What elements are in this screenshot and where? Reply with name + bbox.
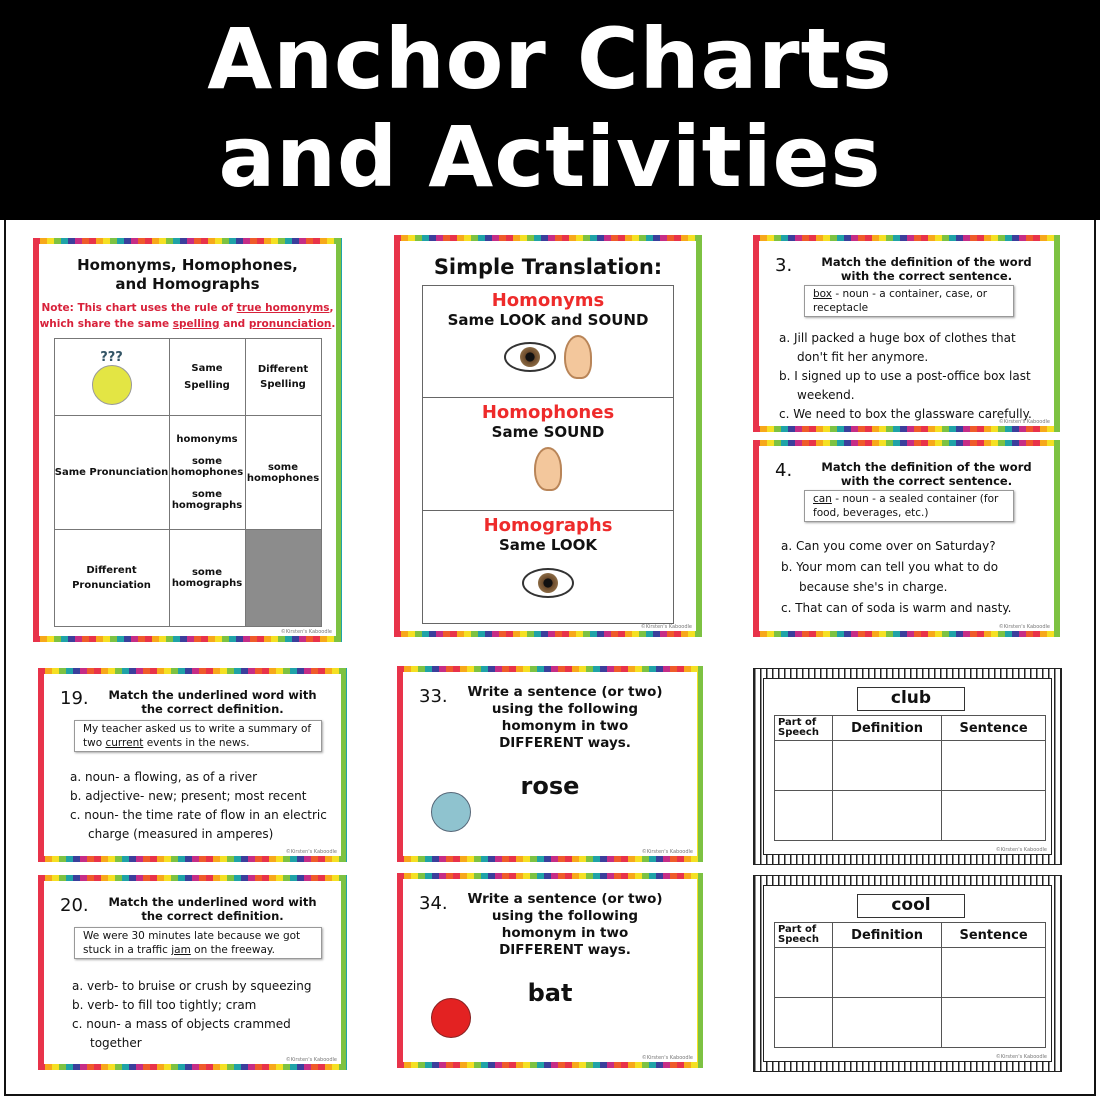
section-name: Homographs: [483, 515, 613, 536]
task-card-19: [38, 668, 347, 862]
red-character-icon: [431, 998, 471, 1038]
card-number: 3.: [775, 255, 793, 276]
homonym-word: bat: [527, 979, 573, 1007]
worksheet-cool: [753, 875, 1062, 1072]
col-same-spelling: Same Spelling: [169, 339, 245, 416]
homonym-grid: [54, 338, 322, 627]
anchor-chart-homonyms: [33, 238, 342, 642]
card-number: 20.: [60, 895, 89, 916]
card-heading: Match the underlined word with the correct definition.: [108, 895, 317, 923]
eye-icon: [522, 568, 574, 598]
copyright: ©Kirsten's Kaboodle: [640, 624, 692, 630]
title-line-2: and Activities: [218, 108, 882, 206]
cell-text: some homographs: [171, 489, 243, 511]
homonym-word: rose: [520, 772, 580, 800]
col-definition: Definition: [833, 923, 942, 948]
card-number: 4.: [775, 460, 793, 481]
task-card-3: [753, 235, 1060, 432]
blue-character-icon: [431, 792, 471, 832]
worksheet-table: [774, 715, 1046, 841]
worksheet-club: [753, 668, 1062, 865]
question-marks: ???: [100, 349, 123, 365]
definition-box: box - noun - a container, case, or receptacle: [804, 285, 1014, 317]
cell-text: homonyms: [176, 434, 238, 445]
copyright: ©Kirsten's Kaboodle: [280, 629, 332, 635]
empty-gray-cell: [245, 530, 321, 627]
card-heading: Write a sentence (or two) using the following homonym in two DIFFERENT ways.: [467, 684, 663, 751]
eye-icon: [504, 342, 556, 372]
col-part-of-speech: Part of Speech: [775, 923, 833, 948]
translation-title: Simple Translation:: [433, 255, 663, 279]
col-sentence: Sentence: [942, 716, 1046, 741]
card-number: 19.: [60, 688, 89, 709]
sentence-box: My teacher asked us to write a summary of two current events in the news.: [74, 720, 322, 752]
ear-icon: [534, 447, 562, 491]
worksheet-table: [774, 922, 1046, 1048]
task-card-33: [397, 666, 703, 862]
card-heading: Write a sentence (or two) using the following homonym in two DIFFERENT ways.: [467, 891, 663, 958]
section-homographs: [422, 511, 674, 624]
answer-options: a. noun- a flowing, as of a river b. adjective- new; present; most recent c. noun- the time rate of flow in an electric charge (measured in amperes): [70, 770, 327, 841]
title-banner: [0, 0, 1100, 220]
cell-text: some homophones: [170, 456, 244, 478]
chart-title: Homonyms, Homophones, and Homographs: [77, 256, 298, 293]
section-name: Homonyms: [491, 290, 605, 311]
copyright: ©Kirsten's Kaboodle: [285, 849, 337, 855]
copyright: ©Kirsten's Kaboodle: [998, 419, 1050, 425]
card-heading: Match the definition of the word with the correct sentence.: [821, 255, 1032, 283]
ear-icon: [564, 335, 592, 379]
task-card-4: [753, 440, 1060, 637]
task-card-20: [38, 875, 347, 1070]
row-same-pronunciation: Same Pronunciation: [54, 416, 169, 530]
worksheet-word: cool: [857, 894, 965, 918]
worksheet-word: club: [857, 687, 965, 711]
confused-character-icon: [92, 365, 132, 405]
copyright: ©Kirsten's Kaboodle: [641, 1055, 693, 1061]
copyright: ©Kirsten's Kaboodle: [995, 847, 1047, 853]
sentence-box: We were 30 minutes late because we got stuck in a traffic jam on the freeway.: [74, 927, 322, 959]
task-card-34: [397, 873, 703, 1068]
answer-options: a. Jill packed a huge box of clothes that don't fit her anymore. b. I signed up to use a post-office box last weekend. c. We need to box the glassware carefully.: [779, 331, 1032, 421]
copyright: ©Kirsten's Kaboodle: [995, 1054, 1047, 1060]
chart-note: Note: This chart uses the rule of true homonyms, which share the same spelling and pronunciation.: [39, 302, 336, 330]
copyright: ©Kirsten's Kaboodle: [998, 624, 1050, 630]
card-heading: Match the definition of the word with the correct sentence.: [821, 460, 1032, 488]
section-name: Homophones: [481, 402, 615, 423]
answer-options: a. verb- to bruise or crush by squeezing b. verb- to fill too tightly; cram c. noun- a mass of objects crammed together: [72, 979, 312, 1050]
cell-text: some homophones: [245, 416, 321, 530]
copyright: ©Kirsten's Kaboodle: [641, 849, 693, 855]
card-number: 34.: [419, 893, 448, 914]
col-part-of-speech: Part of Speech: [775, 716, 833, 741]
section-desc: Same SOUND: [491, 423, 605, 441]
section-homonyms: [422, 285, 674, 398]
definition-box: can - noun - a sealed container (for food, beverages, etc.): [804, 490, 1014, 522]
title-line-1: Anchor Charts: [207, 10, 893, 108]
answer-options: a. Can you come over on Saturday? b. Your mom can tell you what to do because she's in charge. c. That can of soda is warm and nasty.: [781, 539, 1012, 615]
card-heading: Match the underlined word with the correct definition.: [108, 688, 317, 716]
section-desc: Same LOOK and SOUND: [447, 311, 649, 329]
row-different-pronunciation: Different Pronunciation: [54, 530, 169, 627]
copyright: ©Kirsten's Kaboodle: [285, 1057, 337, 1063]
cell-text: some homographs: [169, 530, 245, 627]
col-sentence: Sentence: [942, 923, 1046, 948]
anchor-chart-translation: [394, 235, 702, 637]
card-number: 33.: [419, 686, 448, 707]
section-desc: Same LOOK: [498, 536, 598, 554]
col-definition: Definition: [833, 716, 942, 741]
section-homophones: [422, 398, 674, 511]
col-different-spelling: Different Spelling: [245, 339, 321, 416]
